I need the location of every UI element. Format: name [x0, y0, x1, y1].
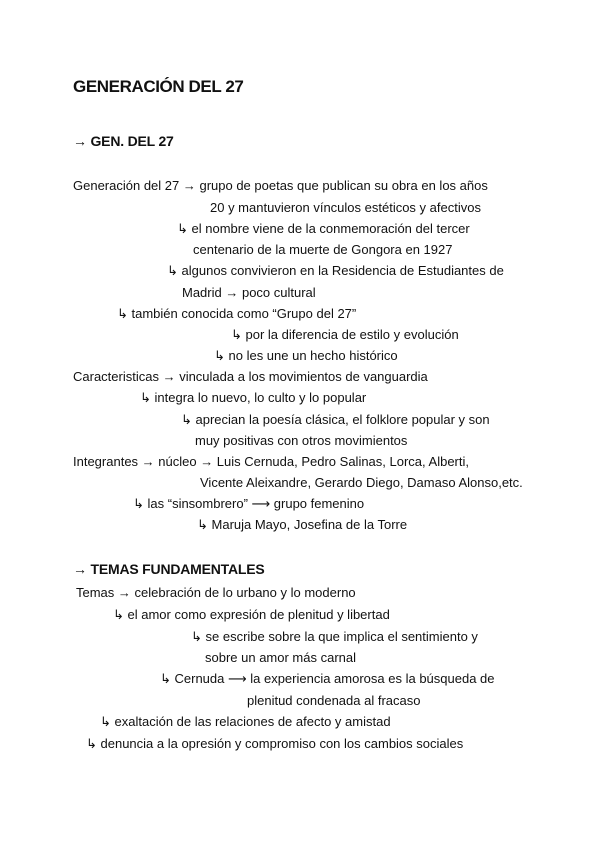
section-heading-gen: → GEN. DEL 27 [73, 133, 174, 149]
text-line: sobre un amor más carnal [205, 650, 357, 665]
text-line: ↳ integra lo nuevo, lo culto y lo popular [140, 390, 367, 405]
text-line: Caracteristicas → vinculada a los movimientos de vanguardia [73, 369, 428, 384]
text-line: Integrantes → núcleo → Luis Cernuda, Pedro Salinas, Lorca, Alberti, [73, 454, 469, 469]
section-heading-temas: → TEMAS FUNDAMENTALES [73, 561, 265, 577]
text-line: ↳ se escribe sobre la que implica el sentimiento y [191, 629, 478, 644]
text-line: ↳ el nombre viene de la conmemoración del tercer [177, 221, 470, 236]
text-line: ↳ exaltación de las relaciones de afecto y amistad [100, 714, 391, 729]
document-title: GENERACIÓN DEL 27 [73, 77, 244, 96]
text-line: ↳ aprecian la poesía clásica, el folklore popular y son [181, 412, 490, 427]
text-line: Generación del 27 → grupo de poetas que publican su obra en los años [73, 178, 488, 193]
text-line: muy positivas con otros movimientos [195, 433, 408, 448]
text-line: 20 y mantuvieron vínculos estéticos y afectivos [210, 200, 481, 215]
text-line: ↳ por la diferencia de estilo y evolución [231, 327, 459, 342]
text-line: Vicente Aleixandre, Gerardo Diego, Damaso Alonso,etc. [200, 475, 523, 490]
text-line: Temas → celebración de lo urbano y lo moderno [76, 585, 356, 600]
text-line: ↳ Cernuda ⟶ la experiencia amorosa es la búsqueda de [160, 671, 495, 686]
text-line: ↳ algunos convivieron en la Residencia de Estudiantes de [167, 263, 504, 278]
text-line: Madrid → poco cultural [182, 285, 316, 300]
text-line: ↳ denuncia a la opresión y compromiso con los cambios sociales [86, 736, 464, 751]
text-line: ↳ Maruja Mayo, Josefina de la Torre [197, 517, 408, 532]
text-line: ↳ las “sinsombrero” ⟶ grupo femenino [133, 496, 365, 511]
text-line: centenario de la muerte de Gongora en 1927 [193, 242, 453, 257]
text-line: plenitud condenada al fracaso [247, 693, 421, 708]
text-line: ↳ no les une un hecho histórico [214, 348, 398, 363]
text-line: ↳ el amor como expresión de plenitud y libertad [113, 607, 390, 622]
text-line: ↳ también conocida como “Grupo del 27” [117, 306, 357, 321]
